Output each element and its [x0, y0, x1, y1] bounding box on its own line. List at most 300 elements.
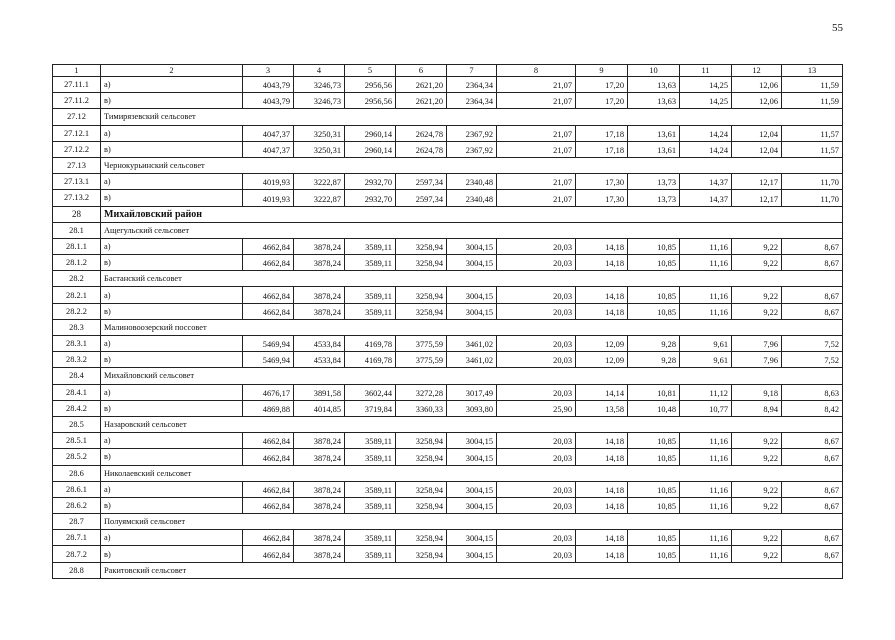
value-cell: 11,16 — [680, 255, 732, 271]
value-cell: 14,18 — [576, 481, 628, 497]
settlement-name: Малиновоозерский поссовет — [101, 319, 843, 335]
settlement-row — [53, 465, 843, 481]
value-cell: 14,25 — [680, 93, 732, 109]
value-cell: 4533,84 — [294, 336, 345, 352]
row-code: 28.2.2 — [53, 303, 101, 319]
value-cell: 3589,11 — [345, 530, 396, 546]
settlement-name: Ракитовский сельсовет — [101, 562, 843, 578]
value-cell: 2960,14 — [345, 125, 396, 141]
value-cell: 3250,31 — [294, 125, 345, 141]
value-cell: 11,16 — [680, 287, 732, 303]
row-label: в) — [101, 303, 243, 319]
value-cell: 12,09 — [576, 352, 628, 368]
value-cell: 5469,94 — [243, 352, 294, 368]
value-cell: 3878,24 — [294, 238, 345, 254]
settlement-name: Ащегульский сельсовет — [101, 222, 843, 238]
row-code: 27.12.2 — [53, 141, 101, 157]
value-cell: 8,67 — [782, 497, 843, 513]
row-code: 28.2 — [53, 271, 101, 287]
value-cell: 14,24 — [680, 141, 732, 157]
value-cell: 2364,34 — [447, 77, 497, 93]
row-label: в) — [101, 255, 243, 271]
column-number: 9 — [576, 65, 628, 77]
value-cell: 14,18 — [576, 287, 628, 303]
value-cell: 3589,11 — [345, 303, 396, 319]
value-cell: 3589,11 — [345, 255, 396, 271]
table-body — [53, 65, 843, 579]
value-cell: 8,67 — [782, 255, 843, 271]
value-cell: 8,67 — [782, 546, 843, 562]
value-cell: 2597,34 — [396, 174, 447, 190]
value-cell: 10,77 — [680, 400, 732, 416]
table-row — [53, 400, 843, 416]
row-code: 27.13 — [53, 157, 101, 173]
value-cell: 4869,88 — [243, 400, 294, 416]
value-cell: 3878,24 — [294, 497, 345, 513]
settlement-name: Бастанский сельсовет — [101, 271, 843, 287]
value-cell: 3589,11 — [345, 238, 396, 254]
value-cell: 3878,24 — [294, 481, 345, 497]
value-cell: 12,06 — [732, 93, 782, 109]
column-number: 1 — [53, 65, 101, 77]
row-code: 28.7.2 — [53, 546, 101, 562]
value-cell: 4043,79 — [243, 93, 294, 109]
value-cell: 12,17 — [732, 174, 782, 190]
row-code: 28.1 — [53, 222, 101, 238]
column-number: 2 — [101, 65, 243, 77]
value-cell: 3258,94 — [396, 530, 447, 546]
value-cell: 20,03 — [497, 287, 576, 303]
value-cell: 8,94 — [732, 400, 782, 416]
value-cell: 8,67 — [782, 303, 843, 319]
value-cell: 14,14 — [576, 384, 628, 400]
value-cell: 8,67 — [782, 238, 843, 254]
value-cell: 8,67 — [782, 530, 843, 546]
value-cell: 12,09 — [576, 336, 628, 352]
value-cell: 3360,33 — [396, 400, 447, 416]
column-number: 11 — [680, 65, 732, 77]
value-cell: 11,57 — [782, 141, 843, 157]
value-cell: 5469,94 — [243, 336, 294, 352]
row-label: в) — [101, 497, 243, 513]
table-row — [53, 174, 843, 190]
value-cell: 2956,56 — [345, 77, 396, 93]
table-row — [53, 352, 843, 368]
value-cell: 11,70 — [782, 174, 843, 190]
settlement-name: Полуямский сельсовет — [101, 514, 843, 530]
value-cell: 17,30 — [576, 174, 628, 190]
row-code: 27.12 — [53, 109, 101, 125]
value-cell: 3878,24 — [294, 530, 345, 546]
value-cell: 21,07 — [497, 77, 576, 93]
value-cell: 2364,34 — [447, 93, 497, 109]
value-cell: 10,85 — [628, 303, 680, 319]
value-cell: 3004,15 — [447, 303, 497, 319]
value-cell: 8,67 — [782, 449, 843, 465]
value-cell: 2340,48 — [447, 174, 497, 190]
table-row — [53, 77, 843, 93]
value-cell: 20,03 — [497, 384, 576, 400]
settlement-row — [53, 514, 843, 530]
value-cell: 21,07 — [497, 190, 576, 206]
value-cell: 14,18 — [576, 255, 628, 271]
value-cell: 3258,94 — [396, 287, 447, 303]
value-cell: 9,22 — [732, 449, 782, 465]
value-cell: 14,25 — [680, 77, 732, 93]
value-cell: 12,04 — [732, 125, 782, 141]
value-cell: 11,16 — [680, 238, 732, 254]
value-cell: 14,18 — [576, 449, 628, 465]
settlement-row — [53, 562, 843, 578]
value-cell: 9,22 — [732, 546, 782, 562]
value-cell: 10,85 — [628, 497, 680, 513]
value-cell: 3004,15 — [447, 433, 497, 449]
value-cell: 3878,24 — [294, 546, 345, 562]
value-cell: 3878,24 — [294, 287, 345, 303]
row-code: 28 — [53, 206, 101, 222]
value-cell: 20,03 — [497, 449, 576, 465]
value-cell: 10,81 — [628, 384, 680, 400]
value-cell: 7,96 — [732, 336, 782, 352]
value-cell: 10,85 — [628, 546, 680, 562]
value-cell: 17,30 — [576, 190, 628, 206]
value-cell: 10,85 — [628, 433, 680, 449]
row-label: в) — [101, 352, 243, 368]
value-cell: 3004,15 — [447, 497, 497, 513]
district-row — [53, 206, 843, 222]
value-cell: 13,63 — [628, 93, 680, 109]
row-code: 28.1.2 — [53, 255, 101, 271]
value-cell: 9,28 — [628, 336, 680, 352]
table-row — [53, 141, 843, 157]
value-cell: 11,57 — [782, 125, 843, 141]
value-cell: 14,18 — [576, 546, 628, 562]
table-row — [53, 93, 843, 109]
table-row — [53, 287, 843, 303]
settlement-name: Тимирязевский сельсовет — [101, 109, 843, 125]
column-number: 12 — [732, 65, 782, 77]
settlement-name: Михайловский сельсовет — [101, 368, 843, 384]
value-cell: 3258,94 — [396, 303, 447, 319]
row-label: а) — [101, 287, 243, 303]
settlement-row — [53, 319, 843, 335]
row-code: 28.6.1 — [53, 481, 101, 497]
settlement-name: Николаевский сельсовет — [101, 465, 843, 481]
value-cell: 3258,94 — [396, 497, 447, 513]
value-cell: 9,61 — [680, 336, 732, 352]
row-code: 28.4.2 — [53, 400, 101, 416]
row-code: 27.11.1 — [53, 77, 101, 93]
value-cell: 4662,84 — [243, 287, 294, 303]
column-number: 10 — [628, 65, 680, 77]
value-cell: 3461,02 — [447, 352, 497, 368]
value-cell: 3246,73 — [294, 77, 345, 93]
value-cell: 4047,37 — [243, 125, 294, 141]
table-row — [53, 384, 843, 400]
row-label: в) — [101, 449, 243, 465]
column-number: 7 — [447, 65, 497, 77]
value-cell: 3004,15 — [447, 481, 497, 497]
value-cell: 3004,15 — [447, 255, 497, 271]
value-cell: 3004,15 — [447, 449, 497, 465]
row-code: 28.3.2 — [53, 352, 101, 368]
value-cell: 14,18 — [576, 303, 628, 319]
value-cell: 4662,84 — [243, 481, 294, 497]
row-code: 28.7 — [53, 514, 101, 530]
value-cell: 3589,11 — [345, 433, 396, 449]
value-cell: 8,42 — [782, 400, 843, 416]
value-cell: 9,28 — [628, 352, 680, 368]
value-cell: 9,18 — [732, 384, 782, 400]
table-row — [53, 238, 843, 254]
value-cell: 11,16 — [680, 449, 732, 465]
row-label: а) — [101, 530, 243, 546]
page-number: 55 — [832, 22, 843, 34]
value-cell: 17,20 — [576, 93, 628, 109]
row-label: в) — [101, 93, 243, 109]
value-cell: 3878,24 — [294, 255, 345, 271]
settlement-row — [53, 416, 843, 432]
value-cell: 4676,17 — [243, 384, 294, 400]
row-label: а) — [101, 125, 243, 141]
value-cell: 4169,78 — [345, 352, 396, 368]
row-code: 28.3 — [53, 319, 101, 335]
table-row — [53, 497, 843, 513]
value-cell: 25,90 — [497, 400, 576, 416]
value-cell: 3878,24 — [294, 303, 345, 319]
row-code: 28.6.2 — [53, 497, 101, 513]
value-cell: 3775,59 — [396, 336, 447, 352]
value-cell: 9,22 — [732, 303, 782, 319]
row-code: 28.5.1 — [53, 433, 101, 449]
row-code: 28.6 — [53, 465, 101, 481]
value-cell: 11,12 — [680, 384, 732, 400]
value-cell: 2621,20 — [396, 77, 447, 93]
value-cell: 4662,84 — [243, 530, 294, 546]
value-cell: 2956,56 — [345, 93, 396, 109]
value-cell: 14,18 — [576, 530, 628, 546]
value-cell: 20,03 — [497, 336, 576, 352]
value-cell: 3719,84 — [345, 400, 396, 416]
settlement-row — [53, 271, 843, 287]
row-label: а) — [101, 433, 243, 449]
value-cell: 7,96 — [732, 352, 782, 368]
value-cell: 13,73 — [628, 174, 680, 190]
value-cell: 3246,73 — [294, 93, 345, 109]
row-code: 27.11.2 — [53, 93, 101, 109]
value-cell: 11,70 — [782, 190, 843, 206]
value-cell: 2597,34 — [396, 190, 447, 206]
row-label: а) — [101, 174, 243, 190]
value-cell: 3878,24 — [294, 433, 345, 449]
value-cell: 14,18 — [576, 238, 628, 254]
value-cell: 21,07 — [497, 125, 576, 141]
value-cell: 3272,28 — [396, 384, 447, 400]
row-label: в) — [101, 546, 243, 562]
value-cell: 4014,85 — [294, 400, 345, 416]
value-cell: 13,58 — [576, 400, 628, 416]
value-cell: 9,22 — [732, 481, 782, 497]
value-cell: 4662,84 — [243, 433, 294, 449]
row-code: 27.13.2 — [53, 190, 101, 206]
value-cell: 4047,37 — [243, 141, 294, 157]
value-cell: 3258,94 — [396, 546, 447, 562]
table-row — [53, 481, 843, 497]
value-cell: 21,07 — [497, 93, 576, 109]
value-cell: 11,16 — [680, 481, 732, 497]
value-cell: 8,67 — [782, 287, 843, 303]
value-cell: 9,22 — [732, 497, 782, 513]
row-code: 28.4 — [53, 368, 101, 384]
value-cell: 20,03 — [497, 352, 576, 368]
value-cell: 2340,48 — [447, 190, 497, 206]
column-number-header — [53, 65, 843, 77]
value-cell: 9,22 — [732, 433, 782, 449]
value-cell: 2624,78 — [396, 141, 447, 157]
row-label: в) — [101, 190, 243, 206]
row-code: 28.5.2 — [53, 449, 101, 465]
value-cell: 2621,20 — [396, 93, 447, 109]
row-label: а) — [101, 384, 243, 400]
table-row — [53, 546, 843, 562]
value-cell: 2367,92 — [447, 125, 497, 141]
row-code: 28.5 — [53, 416, 101, 432]
value-cell: 10,85 — [628, 481, 680, 497]
value-cell: 11,16 — [680, 530, 732, 546]
value-cell: 8,67 — [782, 481, 843, 497]
value-cell: 13,61 — [628, 141, 680, 157]
value-cell: 4043,79 — [243, 77, 294, 93]
row-label: в) — [101, 400, 243, 416]
value-cell: 14,37 — [680, 190, 732, 206]
value-cell: 14,24 — [680, 125, 732, 141]
value-cell: 9,22 — [732, 238, 782, 254]
row-code: 28.3.1 — [53, 336, 101, 352]
value-cell: 20,03 — [497, 238, 576, 254]
district-name: Михайловский район — [101, 206, 843, 222]
table-row — [53, 190, 843, 206]
value-cell: 3004,15 — [447, 546, 497, 562]
value-cell: 4019,93 — [243, 190, 294, 206]
value-cell: 21,07 — [497, 174, 576, 190]
value-cell: 11,16 — [680, 433, 732, 449]
tariff-table — [52, 64, 843, 579]
value-cell: 3004,15 — [447, 238, 497, 254]
row-code: 27.12.1 — [53, 125, 101, 141]
value-cell: 10,48 — [628, 400, 680, 416]
value-cell: 2960,14 — [345, 141, 396, 157]
value-cell: 2624,78 — [396, 125, 447, 141]
value-cell: 3589,11 — [345, 546, 396, 562]
value-cell: 10,85 — [628, 238, 680, 254]
value-cell: 3258,94 — [396, 255, 447, 271]
value-cell: 11,59 — [782, 93, 843, 109]
value-cell: 3004,15 — [447, 530, 497, 546]
value-cell: 12,04 — [732, 141, 782, 157]
value-cell: 3589,11 — [345, 481, 396, 497]
value-cell: 20,03 — [497, 433, 576, 449]
settlement-name: Чернокурьинский сельсовет — [101, 157, 843, 173]
value-cell: 2367,92 — [447, 141, 497, 157]
value-cell: 8,67 — [782, 433, 843, 449]
value-cell: 11,59 — [782, 77, 843, 93]
settlement-row — [53, 368, 843, 384]
value-cell: 9,22 — [732, 287, 782, 303]
value-cell: 7,52 — [782, 336, 843, 352]
value-cell: 3258,94 — [396, 449, 447, 465]
column-number: 4 — [294, 65, 345, 77]
row-label: а) — [101, 481, 243, 497]
value-cell: 13,73 — [628, 190, 680, 206]
value-cell: 3093,80 — [447, 400, 497, 416]
value-cell: 14,18 — [576, 433, 628, 449]
value-cell: 20,03 — [497, 303, 576, 319]
value-cell: 13,61 — [628, 125, 680, 141]
row-label: в) — [101, 141, 243, 157]
value-cell: 10,85 — [628, 255, 680, 271]
value-cell: 21,07 — [497, 141, 576, 157]
value-cell: 4662,84 — [243, 303, 294, 319]
value-cell: 11,16 — [680, 546, 732, 562]
value-cell: 3222,87 — [294, 174, 345, 190]
table-row — [53, 303, 843, 319]
value-cell: 3602,44 — [345, 384, 396, 400]
value-cell: 4662,84 — [243, 255, 294, 271]
value-cell: 17,18 — [576, 125, 628, 141]
value-cell: 4662,84 — [243, 497, 294, 513]
value-cell: 14,37 — [680, 174, 732, 190]
value-cell: 4662,84 — [243, 546, 294, 562]
settlement-row — [53, 157, 843, 173]
table-row — [53, 255, 843, 271]
value-cell: 9,22 — [732, 530, 782, 546]
table-row — [53, 433, 843, 449]
column-number: 8 — [497, 65, 576, 77]
value-cell: 17,20 — [576, 77, 628, 93]
column-number: 5 — [345, 65, 396, 77]
value-cell: 3258,94 — [396, 481, 447, 497]
row-label: а) — [101, 77, 243, 93]
value-cell: 2932,70 — [345, 190, 396, 206]
value-cell: 13,63 — [628, 77, 680, 93]
value-cell: 3878,24 — [294, 449, 345, 465]
value-cell: 9,61 — [680, 352, 732, 368]
value-cell: 14,18 — [576, 497, 628, 513]
value-cell: 3250,31 — [294, 141, 345, 157]
value-cell: 3589,11 — [345, 287, 396, 303]
column-number: 6 — [396, 65, 447, 77]
row-code: 28.7.1 — [53, 530, 101, 546]
value-cell: 4019,93 — [243, 174, 294, 190]
value-cell: 3589,11 — [345, 449, 396, 465]
value-cell: 20,03 — [497, 255, 576, 271]
value-cell: 3589,11 — [345, 497, 396, 513]
value-cell: 3017,49 — [447, 384, 497, 400]
table-row — [53, 125, 843, 141]
value-cell: 20,03 — [497, 530, 576, 546]
row-code: 28.4.1 — [53, 384, 101, 400]
value-cell: 3258,94 — [396, 433, 447, 449]
settlement-row — [53, 222, 843, 238]
value-cell: 12,06 — [732, 77, 782, 93]
value-cell: 11,16 — [680, 497, 732, 513]
value-cell: 3891,58 — [294, 384, 345, 400]
settlement-name: Назаровский сельсовет — [101, 416, 843, 432]
value-cell: 17,18 — [576, 141, 628, 157]
value-cell: 2932,70 — [345, 174, 396, 190]
value-cell: 8,63 — [782, 384, 843, 400]
value-cell: 3004,15 — [447, 287, 497, 303]
